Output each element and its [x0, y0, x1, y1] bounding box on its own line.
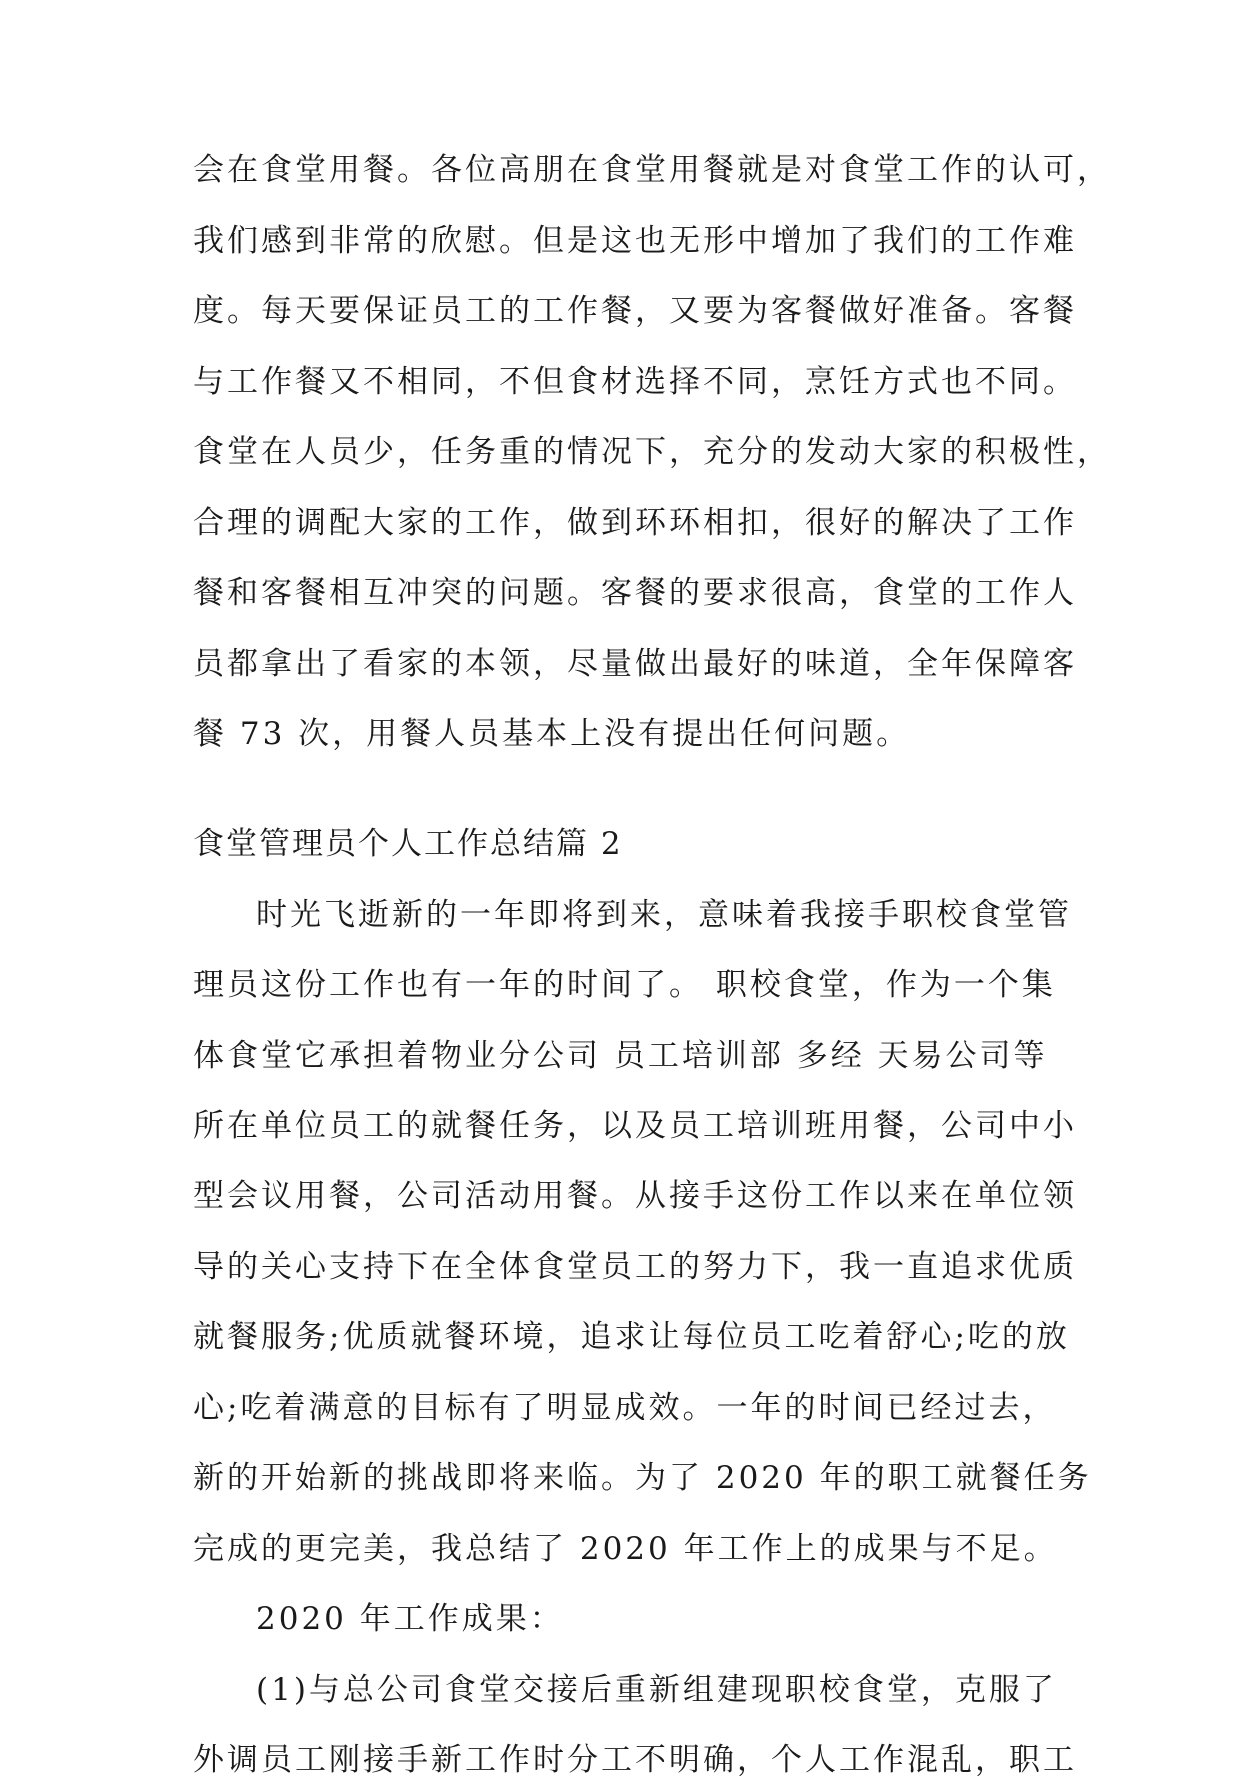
text-line: 时光飞逝新的一年即将到来，意味着我接手职校食堂管: [256, 897, 1072, 933]
text-line: 心;吃着满意的目标有了明显成效。一年的时间已经过去，: [193, 1390, 1057, 1426]
text-line: 就餐服务;优质就餐环境，追求让每位员工吃着舒心;吃的放: [193, 1319, 1070, 1355]
text-line: 与工作餐又不相同，不但食材选择不同，烹饪方式也不同。: [193, 364, 1077, 400]
text-line: 合理的调配大家的工作，做到环环相扣，很好的解决了工作: [193, 505, 1077, 541]
text-line: 所在单位员工的就餐任务，以及员工培训班用餐，公司中小: [193, 1108, 1077, 1144]
text-line: 餐 73 次，用餐人员基本上没有提出任何问题。: [193, 716, 911, 752]
text-line: 度。每天要保证员工的工作餐，又要为客餐做好准备。客餐: [193, 293, 1077, 329]
text-line: 食堂在人员少，任务重的情况下，充分的发动大家的积极性，: [193, 434, 1111, 470]
text-line: 餐和客餐相互冲突的问题。客餐的要求很高，食堂的工作人: [193, 575, 1077, 611]
text-line: 外调员工刚接手新工作时分工不明确，个人工作混乱，职工: [193, 1742, 1077, 1778]
section-title: 食堂管理员个人工作总结篇 2: [193, 826, 623, 862]
text-line: 我们感到非常的欣慰。但是这也无形中增加了我们的工作难: [193, 223, 1077, 259]
text-line: 完成的更完美，我总结了 2020 年工作上的成果与不足。: [193, 1531, 1058, 1567]
text-line: 会在食堂用餐。各位高朋在食堂用餐就是对食堂工作的认可，: [193, 152, 1111, 188]
text-line: 新的开始新的挑战即将来临。为了 2020 年的职工就餐任务: [193, 1460, 1092, 1496]
text-line: 导的关心支持下在全体食堂员工的努力下，我一直追求优质: [193, 1249, 1077, 1285]
text-line: 理员这份工作也有一年的时间了。 职校食堂，作为一个集: [193, 967, 1056, 1003]
text-line: 型会议用餐，公司活动用餐。从接手这份工作以来在单位领: [193, 1178, 1077, 1214]
text-line: 员都拿出了看家的本领，尽量做出最好的味道，全年保障客: [193, 646, 1077, 682]
text-line: 体食堂它承担着物业分公司 员工培训部 多经 天易公司等: [193, 1038, 1048, 1074]
results-heading: 2020 年工作成果：: [256, 1601, 564, 1637]
text-line: (1)与总公司食堂交接后重新组建现职校食堂，克服了: [256, 1672, 1057, 1708]
